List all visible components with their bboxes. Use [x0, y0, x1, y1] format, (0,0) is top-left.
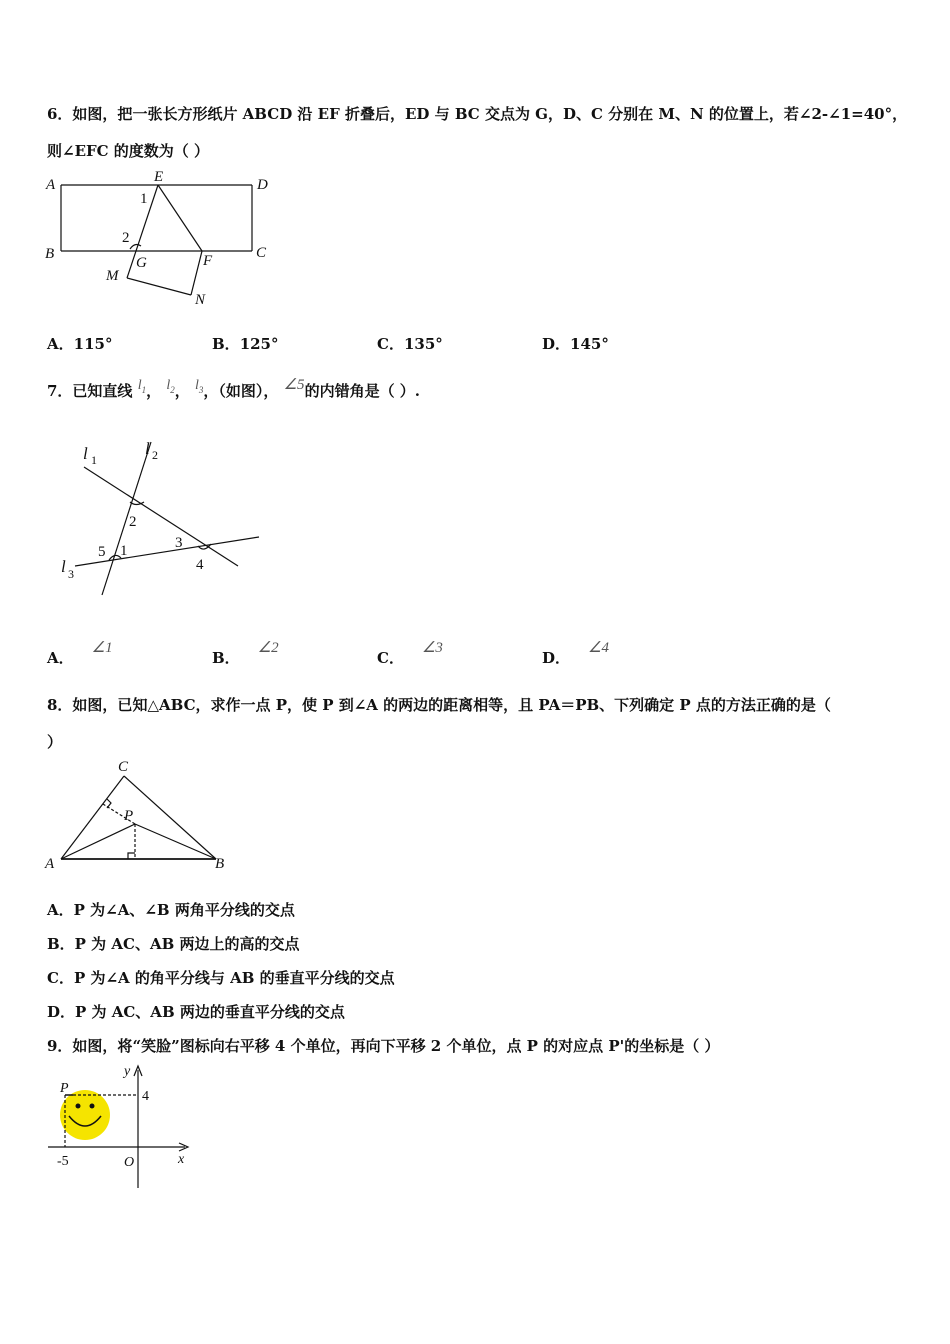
label-b: B [45, 246, 55, 262]
option-letter: D． [542, 335, 571, 353]
label-p: P [124, 808, 134, 824]
line-l2 [102, 442, 151, 595]
label-l: l [83, 444, 88, 463]
label-c: C [118, 759, 129, 775]
q7-stem [47, 377, 421, 402]
q7-option-c[interactable] [377, 640, 443, 668]
l1-subscript: 1 [141, 384, 147, 395]
label-subscript-2: 2 [152, 448, 158, 462]
segment-pa [61, 824, 135, 859]
q7-option-d[interactable] [542, 640, 609, 668]
label-angle-1: 1 [120, 543, 128, 559]
label-angle-4: 4 [196, 557, 204, 573]
q7-angle-5: ∠5 [283, 377, 305, 393]
label-l: l [145, 439, 150, 458]
smiley-right-eye [90, 1104, 95, 1109]
label-g: G [136, 255, 147, 271]
angle-arc-2 [130, 245, 141, 249]
option-text: ∠4 [588, 640, 609, 656]
label-angle-3: 3 [175, 535, 183, 551]
l2-subscript: 2 [170, 384, 175, 395]
q7-suffix: 的内错角是（ ）. [304, 382, 421, 400]
q8-stem-line2: ） [47, 733, 63, 751]
label-f: F [203, 253, 213, 269]
label-p: P [60, 1081, 69, 1096]
q7-sep: ， [146, 382, 162, 400]
q8-option-d[interactable]: D．P 为 AC、AB 两边的垂直平分线的交点 [47, 1003, 345, 1021]
q6-stem-line1: 6．如图，把一张长方形纸片 ABCD 沿 EF 折叠后，ED 与 BC 交点为 G，D、C 分别在 M、N 的位置上，若∠2-∠1=40°， [47, 105, 908, 123]
label-angle-5: 5 [98, 544, 106, 560]
q7-figure [55, 435, 275, 605]
q6-option-b[interactable] [212, 333, 279, 354]
option-letter: C． [377, 649, 404, 667]
label-angle-2: 2 [129, 514, 137, 530]
line-l1 [84, 467, 238, 566]
q8-stem-line1: 8．如图，已知△ABC，求作一点 P，使 P 到∠A 的两边的距离相等，且 PA＝PB、下列确定 P 点的方法正确的是（ [47, 696, 831, 714]
q8-option-a[interactable]: A．P 为∠A、∠B 两角平分线的交点 [47, 901, 295, 919]
q7-option-b[interactable] [212, 640, 279, 668]
label-subscript-1: 1 [91, 453, 97, 467]
q9-stem: 9．如图，将“笑脸”图标向右平移 4 个单位，再向下平移 2 个单位，点 P 的对应点 P'的坐标是（ ） [47, 1037, 720, 1055]
l3-subscript: 3 [198, 384, 204, 395]
label-subscript-3: 3 [68, 567, 74, 581]
label-a: A [45, 856, 55, 872]
option-letter: B． [212, 335, 240, 353]
label-y: y [124, 1064, 131, 1079]
l2-letter: l [166, 378, 171, 393]
q7-middle: ，（如图）， [203, 382, 279, 400]
q6-option-d[interactable] [542, 333, 609, 354]
label-minus-five: -5 [57, 1154, 69, 1169]
q8-option-b[interactable]: B．P 为 AC、AB 两边上的高的交点 [47, 935, 300, 953]
label-angle-1: 1 [140, 191, 148, 207]
option-letter: A． [47, 649, 74, 667]
q6-figure [40, 166, 280, 311]
right-angle-mark-ac [107, 799, 111, 808]
q8-option-c[interactable]: C．P 为∠A 的角平分线与 AB 的垂直平分线的交点 [47, 969, 395, 987]
q6-option-c[interactable] [377, 333, 443, 354]
folded-edge-nf [191, 251, 202, 295]
option-letter: A． [47, 335, 74, 353]
smiley-face [60, 1090, 110, 1140]
side-cb [124, 776, 216, 859]
side-ac [61, 776, 124, 859]
folded-edge-mn [127, 278, 191, 295]
option-text: 125° [239, 335, 279, 353]
label-n: N [195, 292, 206, 308]
q6-option-a[interactable] [47, 333, 112, 354]
label-x: x [178, 1152, 185, 1167]
label-four: 4 [142, 1089, 149, 1104]
q7-prefix: 7．已知直线 [47, 382, 133, 400]
label-m: M [106, 268, 119, 284]
q7-line-l3 [195, 378, 203, 393]
q8-figure [40, 756, 240, 876]
label-e: E [154, 169, 164, 185]
option-letter: C． [377, 335, 404, 353]
q7-sep: ， [174, 382, 190, 400]
option-letter: D． [542, 649, 571, 667]
option-text: 115° [73, 335, 113, 353]
option-text: ∠2 [257, 640, 279, 656]
label-c: C [256, 245, 267, 261]
l3-letter: l [194, 378, 199, 393]
q6-stem-line2: 则∠EFC 的度数为（ ） [47, 142, 210, 160]
label-angle-2: 2 [122, 230, 130, 246]
fold-line-ef [158, 185, 202, 251]
label-a: A [46, 177, 56, 193]
option-text: ∠1 [91, 640, 113, 656]
label-b: B [215, 856, 225, 872]
label-origin: O [124, 1155, 135, 1170]
right-angle-mark-ab [128, 853, 135, 859]
label-d: D [257, 177, 268, 193]
l1-letter: l [137, 378, 142, 393]
q7-line-l2 [166, 378, 174, 393]
smiley-left-eye [76, 1104, 81, 1109]
q7-line-l1 [138, 378, 146, 393]
option-text: 145° [570, 335, 609, 353]
option-letter: B． [212, 649, 240, 667]
option-text: ∠3 [421, 640, 443, 656]
option-text: 135° [403, 335, 443, 353]
q9-figure [40, 1060, 200, 1195]
segment-pb [135, 824, 216, 859]
q7-option-a[interactable] [47, 640, 113, 668]
label-l: l [61, 557, 66, 576]
